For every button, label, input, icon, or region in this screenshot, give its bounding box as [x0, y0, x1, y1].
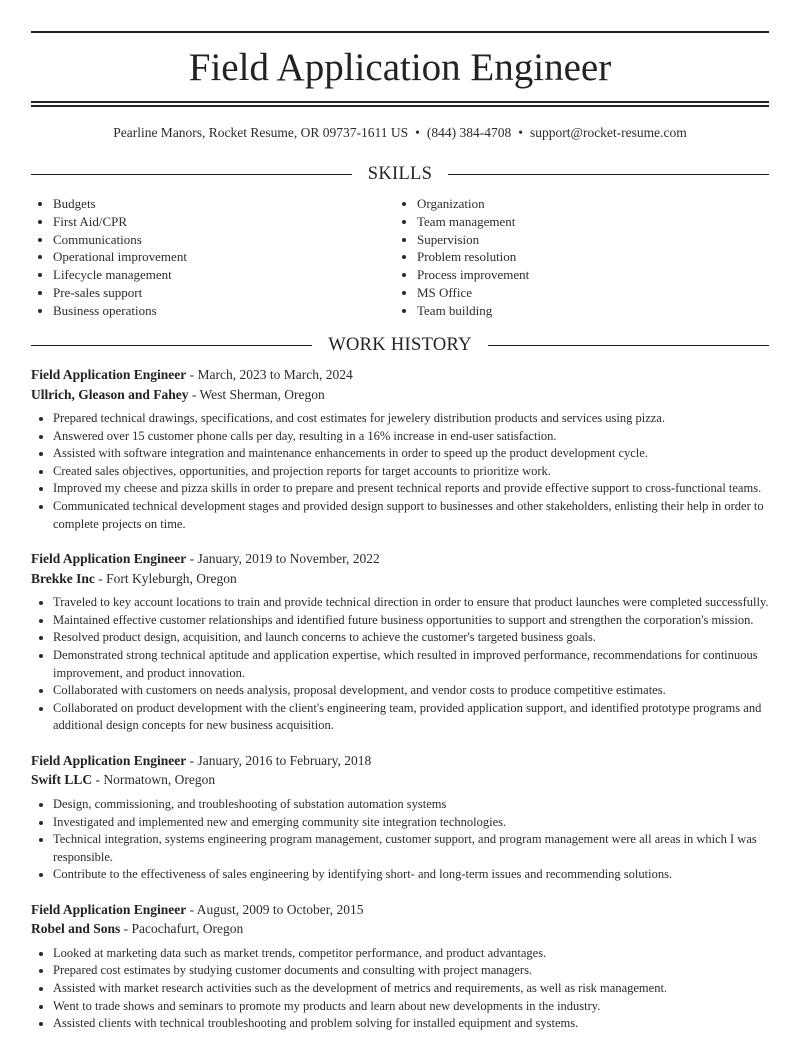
job-company: Brekke Inc: [31, 570, 95, 586]
job-bullet: • Went to trade shows and seminars to promote my products and learn about new developments in the industry.: [53, 998, 769, 1016]
work-history-list: [31, 365, 769, 1049]
job-location: - Normatown, Oregon: [92, 772, 216, 788]
contact-separator: •: [518, 125, 524, 140]
job-title-line: [31, 900, 769, 920]
job-location: - Fort Kyleburgh, Oregon: [94, 570, 237, 586]
skill-item: • Organization: [417, 195, 529, 213]
skill-item: • Lifecycle management: [53, 266, 187, 284]
skill-item: • Team building: [417, 302, 529, 320]
job-company-line: [31, 770, 769, 790]
job-entry: [31, 900, 769, 1033]
job-bullet: • Collaborated on product development with the client's engineering team, provided application support, and identified prototype programs and additional design concepts for new business acquisition.: [53, 700, 769, 735]
job-bullet: • Demonstrated strong technical aptitude and application expertise, which resulted in improved performance, recommendations for continuous improvement, and product innovation.: [53, 647, 769, 682]
job-bullet: • Improved my cheese and pizza skills in order to prepare and present technical reports and provide effective support to cross-functional teams.: [53, 480, 769, 498]
contact-line: [0, 123, 800, 143]
job-company: Robel and Sons: [31, 921, 121, 937]
contact-separator: •: [415, 125, 420, 140]
job-bullet: • Looked at marketing data such as market trends, competitor performance, and product advantages.: [53, 945, 769, 963]
heading-rule: [488, 345, 769, 346]
job-dates: - January, 2016 to February, 2018: [186, 752, 372, 768]
job-entry: [31, 751, 769, 884]
skill-item: • Operational improvement: [53, 248, 187, 266]
work-history-heading: [31, 333, 769, 357]
job-bullet: • Prepared cost estimates by studying customer documents and consulting with project managers.: [53, 962, 769, 980]
job-title-line: [31, 549, 769, 569]
job-bullets: [31, 410, 769, 533]
title-rule-upper: [31, 101, 769, 103]
skills-heading-label: SKILLS: [367, 163, 433, 184]
skill-item: • Pre-sales support: [53, 284, 187, 302]
skill-item: • MS Office: [417, 284, 529, 302]
job-title-line: [31, 365, 769, 385]
work-history-heading-label: WORK HISTORY: [328, 334, 472, 355]
skill-item: • Supervision: [417, 231, 529, 249]
skills-list-left: [31, 195, 187, 320]
skills-heading: [31, 162, 769, 186]
job-bullet: • Answered over 15 customer phone calls per day, resulting in a 16% increase in end-user satisfaction.: [53, 428, 769, 446]
job-title: Field Application Engineer: [31, 752, 187, 768]
job-bullets: [31, 594, 769, 735]
job-bullet: • Assisted with software integration and maintenance enhancements in order to speed up the product development cycle.: [53, 445, 769, 463]
job-company-line: [31, 569, 769, 589]
resume-title: Field Application Engineer: [188, 46, 612, 89]
job-bullets: [31, 796, 769, 884]
job-company-line: [31, 385, 769, 405]
job-title: Field Application Engineer: [31, 367, 187, 382]
job-entry: [31, 549, 769, 735]
contact-email: support@rocket-resume.com: [530, 125, 687, 140]
job-bullet: • Investigated and implemented new and emerging community site integration technologies.: [53, 814, 769, 832]
job-title-line: [31, 751, 769, 771]
job-location: - Pacochafurt, Oregon: [120, 921, 244, 937]
job-bullet: • Traveled to key account locations to train and provide technical direction in order to ensure that product launches were completed successfully.: [53, 594, 769, 612]
job-bullet: • Resolved product design, acquisition, and launch concerns to achieve the customer's targeted business goals.: [53, 629, 769, 647]
job-bullets: [31, 945, 769, 1033]
skill-item: • Problem resolution: [417, 248, 529, 266]
job-title: Field Application Engineer: [31, 901, 187, 917]
skill-item: • Communications: [53, 231, 187, 249]
top-rule: [31, 31, 769, 33]
skills-list-right: [395, 195, 529, 320]
heading-rule: [448, 174, 769, 175]
heading-rule: [31, 345, 312, 346]
job-dates: - August, 2009 to October, 2015: [186, 901, 364, 917]
job-location: - West Sherman, Oregon: [188, 386, 325, 402]
job-dates: - January, 2019 to November, 2022: [186, 551, 380, 567]
job-bullet: • Assisted clients with technical troubleshooting and problem solving for installed equipment and systems.: [53, 1015, 769, 1033]
job-entry: [31, 365, 769, 533]
contact-address: Pearline Manors, Rocket Resume, OR 09737-1611 US: [113, 125, 409, 140]
contact-phone: (844) 384-4708: [426, 125, 512, 140]
job-bullet: • Assisted with market research activities such as the development of metrics and requirements, as well as risk management.: [53, 980, 769, 998]
skill-item: • Budgets: [53, 195, 187, 213]
job-bullet: • Prepared technical drawings, specifications, and cost estimates for jewelery distribution products and services using pizza.: [53, 410, 769, 428]
skill-item: • Process improvement: [417, 266, 529, 284]
job-title: Field Application Engineer: [31, 551, 187, 567]
job-bullet: • Maintained effective customer relationships and identified future business opportunities to support and strengthen the corporation's mission.: [53, 612, 769, 630]
heading-rule: [31, 174, 352, 175]
job-company: Swift LLC: [31, 772, 93, 788]
job-bullet: • Technical integration, systems engineering program management, customer support, and program management were all areas in which I was responsible.: [53, 831, 769, 866]
job-bullet: • Contribute to the effectiveness of sales engineering by identifying short- and long-term issues and recommending solutions.: [53, 866, 769, 884]
job-bullet: • Communicated technical development stages and provided design support to businesses and other stakeholders, enlisting their help in order to complete projects on time.: [53, 498, 769, 533]
job-company-line: [31, 919, 769, 939]
title-rule-lower: [31, 105, 769, 107]
skill-item: • First Aid/CPR: [53, 213, 187, 231]
job-bullet: • Design, commissioning, and troubleshooting of substation automation systems: [53, 796, 769, 814]
job-dates: - March, 2023 to March, 2024: [186, 367, 353, 382]
skill-item: • Team management: [417, 213, 529, 231]
job-company: Ullrich, Gleason and Fahey: [31, 386, 189, 402]
job-bullet: • Collaborated with customers on needs analysis, proposal development, and vendor costs to produce competitive estimates.: [53, 682, 769, 700]
skill-item: • Business operations: [53, 302, 187, 320]
job-bullet: • Created sales objectives, opportunities, and projection reports for target accounts to prioritize work.: [53, 463, 769, 481]
